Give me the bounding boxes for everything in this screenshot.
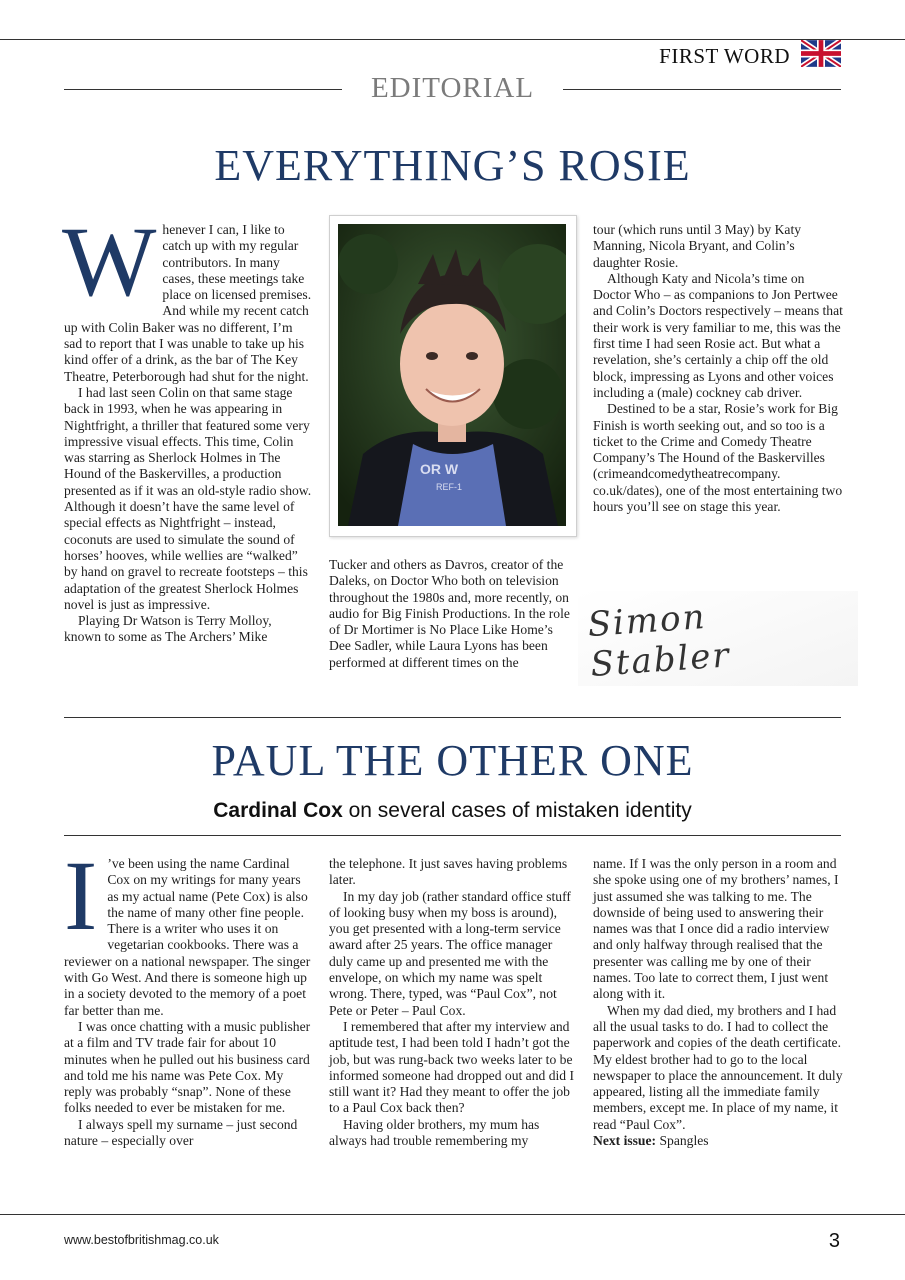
paragraph: name. If I was the only person in a room and she spoke using one of my brothers’ names, I just assumed she was talking to me. The downside of being used to answering their names was that I once did a radio interview and only halfway through realised that the presenter was calling me by one of their names. Too late to correct them, I just went along with it.: [593, 856, 839, 1002]
editorial-title: EVERYTHING’S ROSIE: [214, 141, 691, 190]
next-issue-value: Spangles: [656, 1133, 709, 1149]
paragraph: I always spell my surname – just second nature – especially over: [64, 1116, 298, 1149]
footer-rule: [0, 1214, 905, 1215]
article-byline: [0, 799, 905, 823]
shirt-text: REF-1: [436, 482, 463, 492]
author-photo: [338, 224, 566, 526]
union-jack-icon: [801, 40, 841, 67]
editorial-column-3: [593, 222, 843, 515]
paragraph: Destined to be a star, Rosie’s work for Big Finish is worth seeking out, and so too is a ticket to the Crime and Comedy Theatre Company’s The Hound of the Baskervilles (crimeandcomedytheatrecompany. co.uk/dates), one of the most entertaining two hours you’ll see on stage this year.: [593, 401, 843, 515]
drop-cap: I: [64, 840, 98, 951]
article-column-2: [329, 856, 575, 1149]
paragraph: I was once chatting with a music publisher at a film and TV trade fair for about 10 minutes when he pulled out his business card and told me his name was Pete Cox. My reply was probably “snap”. None of these folks needed to ever be mistaken for me.: [64, 1018, 311, 1116]
editorial-column-2: [329, 557, 575, 671]
top-rule: [0, 39, 905, 40]
paragraph: ’ve been using the name Cardinal Cox on my writings for many years as my actual name (Pete Cox) is also the name of many other fine people. There is a writer who uses it on vegetarian cookbooks. There was a reviewer on a national newspaper. The singer with Go West. And there is someone high up in a society devoted to the memory of a poet far better than me.: [64, 856, 311, 1018]
article-rule-top: [64, 717, 841, 718]
byline-author: Cardinal Cox: [213, 799, 343, 822]
shirt-text: OR W: [420, 461, 459, 477]
signature: Simon Stabler: [586, 596, 732, 685]
paragraph: When my dad died, my brothers and I had all the usual tasks to do. I had to collect the paperwork and copies of the death certificate. My eldest brother had to go to the local newspaper to place the announcement. It duly appeared, listing all the immediate family members, except me. In place of my name, it read “Paul Cox”.: [593, 1002, 843, 1132]
paragraph: Playing Dr Watson is Terry Molloy, known to some as The Archers’ Mike: [64, 613, 272, 645]
paragraph: tour (which runs until 3 May) by Katy Manning, Nicola Bryant, and Colin’s daughter Rosie.: [593, 222, 802, 270]
footer-url[interactable]: www.bestofbritishmag.co.uk: [64, 1233, 219, 1247]
article-title: PAUL THE OTHER ONE: [211, 736, 694, 785]
article-column-1: [64, 840, 312, 1149]
section-name: FIRST WORD: [659, 44, 790, 68]
drop-cap: W: [62, 206, 157, 317]
label-rule-left: [64, 89, 342, 90]
label-rule-right: [563, 89, 841, 90]
section-label: EDITORIAL: [370, 72, 535, 104]
editorial-column-1: [62, 206, 312, 646]
page-number: 3: [828, 1230, 840, 1252]
paragraph: Having older brothers, my mum has always had trouble remembering my: [329, 1116, 540, 1149]
article-column-3: [593, 856, 843, 1149]
paragraph: Tucker and others as Davros, creator of the Daleks, on Doctor Who both on television throughout the 1980s and, more recently, on audio for Big Finish Productions. In the role of Dr Mortimer is No Place Like Home’s Dee Sadler, while Laura Lyons has been performed at different times on the: [329, 557, 570, 670]
paragraph: henever I can, I like to catch up with my regular contributors. In many cases, these meetings take place on licensed premises. And while my recent catch up with Colin Baker was no different, I’m sad to report that I was unable to take up his kind offer of a drink, as the bar of The Key Theatre, Peterborough had shut for the night.: [64, 222, 312, 384]
paragraph: the telephone. It just saves having problems later.: [329, 856, 568, 888]
article-rule-bottom: [64, 835, 841, 836]
paragraph: I remembered that after my interview and aptitude test, I had been told I hadn’t got the job, but was rung-back two weeks later to be informed someone had dropped out and did I still want it? Had they meant to offer the job to a Paul Cox back then?: [329, 1018, 575, 1116]
paragraph: In my day job (rather standard office stuff of looking busy when my boss is around), you get presented with a long-term service award after 25 years. The office manager duly came up and presented me with the envelope, on which my name was spelt wrong. There, typed, was “Paul Cox”, not Pete or Peter – Paul Cox.: [329, 888, 571, 1018]
paragraph: I had last seen Colin on that same stage back in 1993, when he was appearing in Nightfright, a thriller that featured some very impressive visual effects. This time, Colin was starring as Sherlock Holmes in The Hound of the Baskervilles, a production presented as if it was an old-style radio show. Although it doesn’t have the same level of special effects as Nightfright – instead, coconuts are used to simulate the sound of horses’ hooves, while wellies are “walked” by hand on gravel to recreate footsteps – this adaptation of the greatest Sherlock Holmes novel is just as impressive.: [64, 384, 312, 612]
next-issue-label: Next issue:: [593, 1133, 657, 1149]
byline-text: on several cases of mistaken identity: [342, 799, 692, 822]
paragraph: Although Katy and Nicola’s time on Doctor Who – as companions to Jon Pertwee and Colin’s Doctors respectively – means that their work is very familiar to me, this was the first time I had seen Rosie act. But what a revelation, she’s certainly a chip off the old block, impressing as Lyons and other voices including a (male) cockney cab driver.: [593, 270, 843, 400]
next-issue: [593, 1133, 843, 1149]
